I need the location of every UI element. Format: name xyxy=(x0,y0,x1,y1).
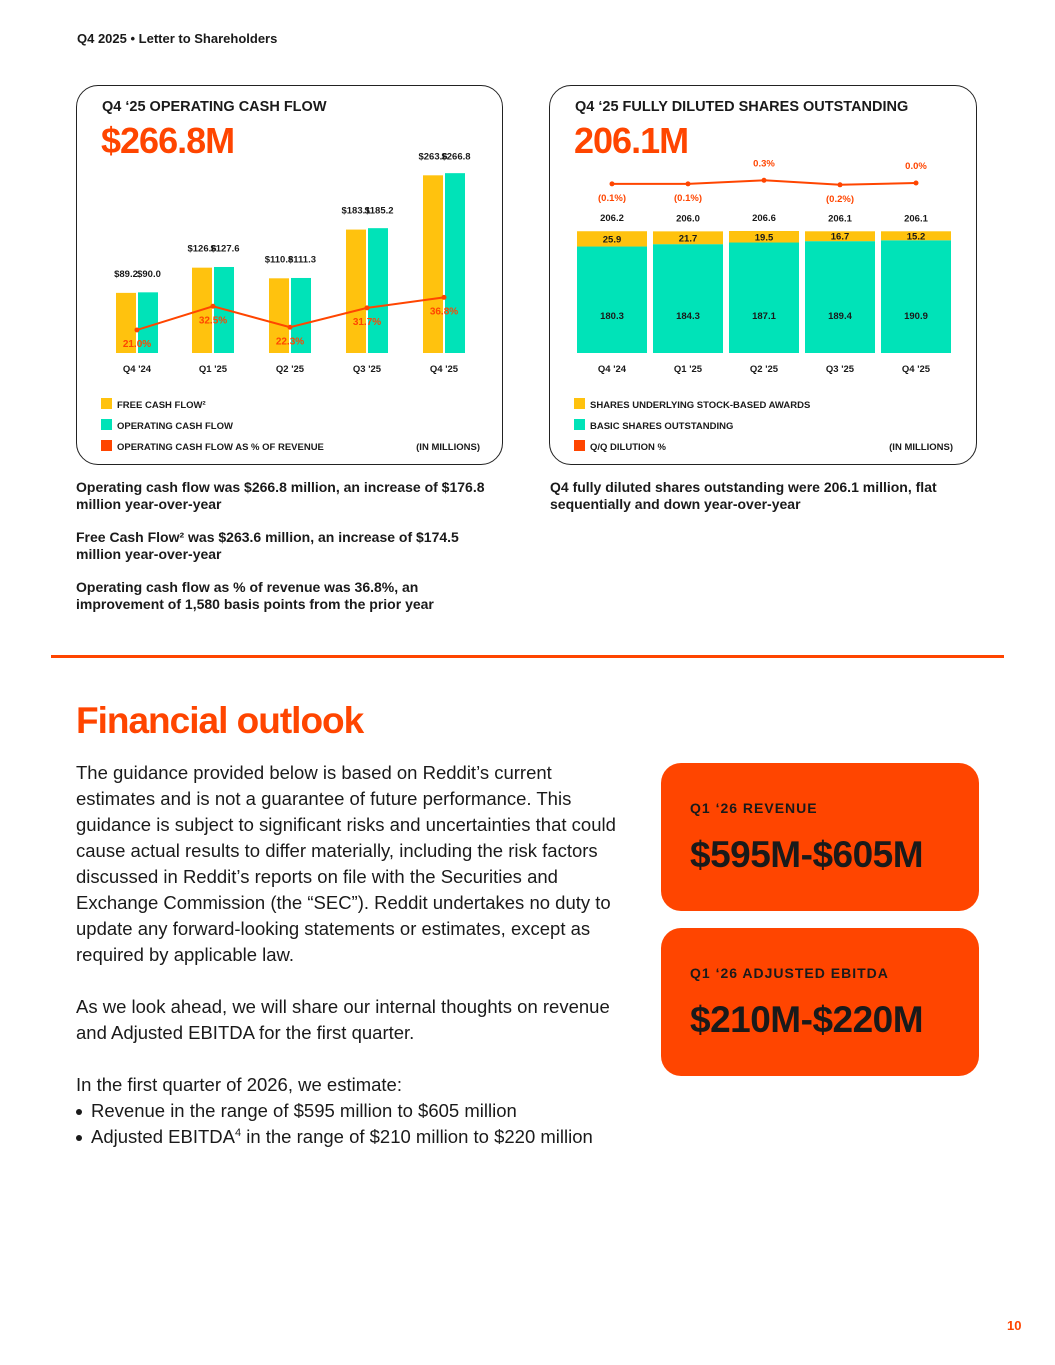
ocf-percent-point xyxy=(442,295,447,300)
units-note: (IN MILLIONS) xyxy=(889,442,953,453)
units-note: (IN MILLIONS) xyxy=(416,442,480,453)
ebitda-guidance-value: $210M-$220M xyxy=(690,999,924,1040)
stock-awards-label: 19.5 xyxy=(754,232,774,244)
x-axis-tick-label: Q3 '25 xyxy=(352,364,382,375)
ebitda-guidance-box xyxy=(661,928,979,1076)
legend-swatch xyxy=(101,419,112,430)
legend-swatch xyxy=(574,440,585,451)
operating-cash-flow-label: $127.6 xyxy=(210,243,240,255)
basic-shares-label: 180.3 xyxy=(600,311,624,322)
free-cash-flow-label: $183.1 xyxy=(341,205,371,217)
basic-shares-bar xyxy=(729,243,799,353)
ocf-percent-point xyxy=(365,305,370,310)
revenue-guidance-value: $595M-$605M xyxy=(690,834,924,875)
x-axis-tick-label: Q4 '25 xyxy=(429,364,459,375)
chart-title: Q4 ‘25 FULLY DILUTED SHARES OUTSTANDING xyxy=(575,99,909,115)
total-shares-label: 206.0 xyxy=(676,213,700,225)
outlook-paragraph-3: In the first quarter of 2026, we estimate: xyxy=(76,1074,402,1095)
stock-awards-label: 16.7 xyxy=(830,231,850,243)
ocf-percent-label: 32.5% xyxy=(198,315,228,327)
list-item-revenue-estimate xyxy=(76,1098,621,1124)
total-shares-label: 206.1 xyxy=(904,213,928,225)
operating-cash-flow-description xyxy=(76,479,506,629)
chart-headline-value: 206.1M xyxy=(574,120,689,161)
page-header-title: Q4 2025 • Letter to Shareholders xyxy=(77,31,278,46)
ocf-description-3: Operating cash flow as % of revenue was 36.8%, an improvement of 1,580 basis points from the prior year xyxy=(76,579,434,612)
free-cash-flow-label: $89.2 xyxy=(114,268,138,280)
operating-cash-flow-label: $111.3 xyxy=(287,254,317,266)
page-number: 10 xyxy=(1007,1318,1022,1333)
operating-cash-flow-bar xyxy=(368,228,388,353)
basic-shares-bar xyxy=(881,240,951,353)
x-axis-tick-label: Q1 '25 xyxy=(673,364,703,375)
total-shares-label: 206.2 xyxy=(600,213,624,225)
x-axis-tick-label: Q2 '25 xyxy=(749,364,779,375)
x-axis-tick-label: Q3 '25 xyxy=(825,364,855,375)
free-cash-flow-bar xyxy=(346,230,366,353)
outlook-paragraph-2: As we look ahead, we will share our internal thoughts on revenue and Adjusted EBITDA for the first quarter. xyxy=(76,996,610,1043)
stock-awards-label: 15.2 xyxy=(906,231,926,243)
outlook-estimates-list xyxy=(76,1098,621,1150)
section-divider xyxy=(51,655,1004,658)
diluted-shares-chart xyxy=(550,86,978,466)
chart-headline-value: $266.8M xyxy=(101,120,235,161)
legend-label: Q/Q DILUTION % xyxy=(590,442,666,453)
diluted-shares-description xyxy=(550,479,990,529)
free-cash-flow-bar xyxy=(423,175,443,353)
legend-label: FREE CASH FLOW² xyxy=(117,400,206,411)
legend-swatch xyxy=(574,419,585,430)
ebitda-estimate-suffix: in the range of $210 million to $220 million xyxy=(241,1126,593,1147)
basic-shares-bar xyxy=(805,241,875,353)
x-axis-tick-label: Q4 '25 xyxy=(901,364,931,375)
operating-cash-flow-card xyxy=(76,85,503,465)
x-axis-tick-label: Q1 '25 xyxy=(198,364,228,375)
dilution-point xyxy=(686,181,691,186)
dilution-label: (0.2%) xyxy=(826,193,854,205)
diluted-shares-card xyxy=(549,85,977,465)
dilution-point xyxy=(838,182,843,187)
legend-label: SHARES UNDERLYING STOCK-BASED AWARDS xyxy=(590,400,811,411)
stock-awards-label: 21.7 xyxy=(678,233,698,245)
ebitda-guidance-label: Q1 ‘26 ADJUSTED EBITDA xyxy=(690,965,889,981)
dilution-label: (0.1%) xyxy=(674,192,702,204)
basic-shares-label: 184.3 xyxy=(676,311,700,322)
operating-cash-flow-bar xyxy=(445,173,465,353)
ocf-description-1: Operating cash flow was $266.8 million, an increase of $176.8 million year-over-year xyxy=(76,479,485,512)
ocf-percent-label: 31.7% xyxy=(352,316,382,328)
ocf-percent-label: 36.8% xyxy=(429,306,459,318)
dilution-point xyxy=(914,181,919,186)
chart-title: Q4 ‘25 OPERATING CASH FLOW xyxy=(102,99,327,115)
legend-label: OPERATING CASH FLOW AS % OF REVENUE xyxy=(117,442,324,453)
dilution-point xyxy=(610,181,615,186)
revenue-estimate-text: Revenue in the range of $595 million to $605 million xyxy=(91,1100,517,1121)
financial-outlook-body xyxy=(76,760,621,1150)
x-axis-tick-label: Q4 '24 xyxy=(122,364,152,375)
ocf-description-2: Free Cash Flow² was $263.6 million, an increase of $174.5 million year-over-year xyxy=(76,529,459,562)
basic-shares-bar xyxy=(653,244,723,353)
revenue-guidance-label: Q1 ‘26 REVENUE xyxy=(690,800,818,816)
operating-cash-flow-label: $90.0 xyxy=(137,268,161,280)
x-axis-tick-label: Q2 '25 xyxy=(275,364,305,375)
ocf-percent-point xyxy=(211,304,216,309)
ebitda-estimate-prefix: Adjusted EBITDA xyxy=(91,1126,235,1147)
basic-shares-bar xyxy=(577,247,647,353)
ocf-percent-point xyxy=(135,327,140,332)
dilution-label: 0.3% xyxy=(753,158,775,170)
legend-swatch xyxy=(101,398,112,409)
free-cash-flow-label: $110.8 xyxy=(264,254,294,266)
operating-cash-flow-chart xyxy=(77,86,504,466)
dilution-label: (0.1%) xyxy=(598,192,626,204)
stock-awards-label: 25.9 xyxy=(602,234,622,246)
legend-label: OPERATING CASH FLOW xyxy=(117,421,233,432)
operating-cash-flow-label: $185.2 xyxy=(364,205,394,217)
legend-swatch xyxy=(574,398,585,409)
operating-cash-flow-label: $266.8 xyxy=(441,151,471,163)
legend-swatch xyxy=(101,440,112,451)
total-shares-label: 206.1 xyxy=(828,213,852,225)
dilution-point xyxy=(762,178,767,183)
list-item-ebitda-estimate xyxy=(76,1124,621,1150)
basic-shares-label: 189.4 xyxy=(828,311,852,322)
ocf-percent-point xyxy=(288,325,293,330)
revenue-guidance-box xyxy=(661,763,979,911)
basic-shares-label: 187.1 xyxy=(752,311,776,322)
shares-description-1: Q4 fully diluted shares outstanding were 206.1 million, flat sequentially and down year-over-year xyxy=(550,479,937,512)
x-axis-tick-label: Q4 '24 xyxy=(597,364,627,375)
ocf-percent-label: 21.0% xyxy=(122,338,152,350)
basic-shares-label: 190.9 xyxy=(904,311,928,322)
total-shares-label: 206.6 xyxy=(752,213,776,224)
dilution-label: 0.0% xyxy=(905,161,927,172)
financial-outlook-heading: Financial outlook xyxy=(76,700,364,741)
ocf-percent-label: 22.3% xyxy=(275,336,305,348)
free-cash-flow-label: $263.6 xyxy=(418,151,448,163)
free-cash-flow-label: $126.6 xyxy=(187,243,217,255)
footnote-marker: 4 xyxy=(234,1126,242,1139)
legend-label: BASIC SHARES OUTSTANDING xyxy=(590,421,734,432)
outlook-paragraph-1: The guidance provided below is based on Reddit’s current estimates and is not a guarantee of future performance. This guidance is subject to significant risks and uncertainties that could cause actual results to differ materially, including the risk factors discussed in Reddit’s reports on file with the Securities and Exchange Commission (the “SEC”). Reddit undertakes no duty to update any forward-looking statements or estimates, except as required by applicable law. xyxy=(76,762,616,965)
